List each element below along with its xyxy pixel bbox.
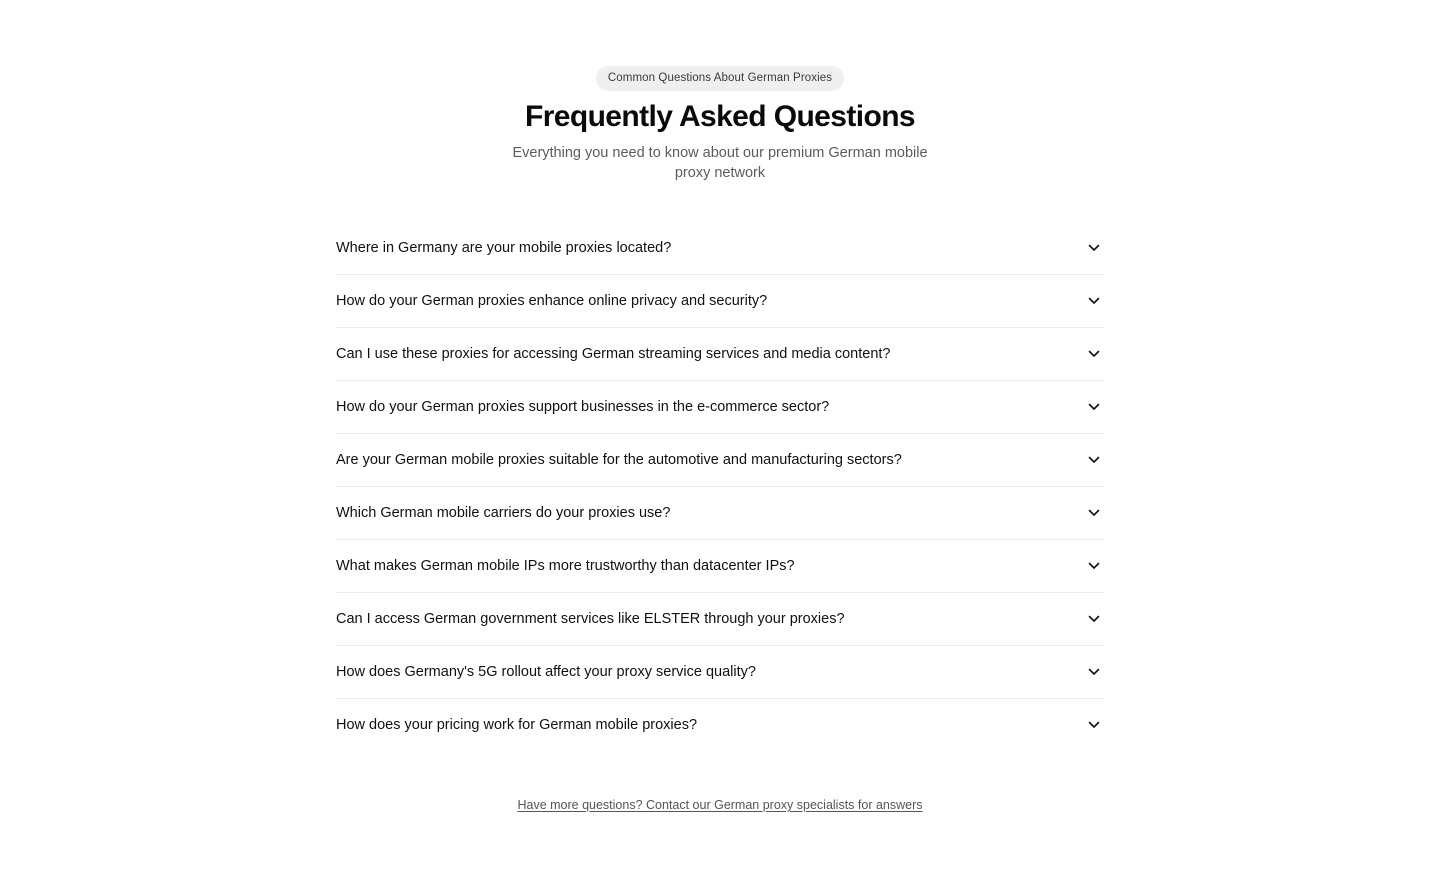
- faq-list: [336, 222, 1104, 751]
- section-badge: Common Questions About German Proxies: [596, 66, 844, 91]
- chevron-down-icon[interactable]: [1086, 240, 1102, 256]
- chevron-down-icon[interactable]: [1086, 452, 1102, 468]
- faq-item[interactable]: [336, 593, 1104, 646]
- badge-wrapper: [0, 66, 1440, 91]
- chevron-down-icon[interactable]: [1086, 505, 1102, 521]
- footer-link-wrapper: [0, 796, 1440, 814]
- page-subtitle: Everything you need to know about our premium German mobile proxy network: [512, 145, 928, 181]
- faq-item[interactable]: [336, 222, 1104, 275]
- faq-item[interactable]: [336, 328, 1104, 381]
- faq-question: What makes German mobile IPs more trustworthy than datacenter IPs?: [336, 558, 795, 574]
- faq-question: How do your German proxies support businesses in the e-commerce sector?: [336, 399, 830, 415]
- chevron-down-icon[interactable]: [1086, 558, 1102, 574]
- faq-item[interactable]: [336, 434, 1104, 487]
- faq-item[interactable]: [336, 699, 1104, 751]
- faq-question: Where in Germany are your mobile proxies located?: [336, 240, 672, 256]
- chevron-down-icon[interactable]: [1086, 664, 1102, 680]
- page-title: Frequently Asked Questions: [524, 100, 916, 133]
- faq-question: Which German mobile carriers do your proxies use?: [336, 505, 671, 521]
- chevron-down-icon[interactable]: [1086, 399, 1102, 415]
- faq-item[interactable]: [336, 381, 1104, 434]
- chevron-down-icon[interactable]: [1086, 611, 1102, 627]
- faq-item[interactable]: [336, 275, 1104, 328]
- chevron-down-icon[interactable]: [1086, 346, 1102, 362]
- faq-question: Can I access German government services like ELSTER through your proxies?: [336, 611, 845, 627]
- faq-question: Are your German mobile proxies suitable for the automotive and manufacturing sectors?: [336, 452, 902, 468]
- faq-question: How do your German proxies enhance online privacy and security?: [336, 293, 768, 309]
- contact-specialists-link[interactable]: Have more questions? Contact our German proxy specialists for answers: [517, 798, 923, 812]
- faq-question: Can I use these proxies for accessing German streaming services and media content?: [336, 346, 891, 362]
- faq-item[interactable]: [336, 646, 1104, 699]
- faq-item[interactable]: [336, 487, 1104, 540]
- chevron-down-icon[interactable]: [1086, 293, 1102, 309]
- faq-question: How does Germany's 5G rollout affect your proxy service quality?: [336, 664, 756, 680]
- chevron-down-icon[interactable]: [1086, 717, 1102, 733]
- faq-item[interactable]: [336, 540, 1104, 593]
- faq-question: How does your pricing work for German mobile proxies?: [336, 717, 698, 733]
